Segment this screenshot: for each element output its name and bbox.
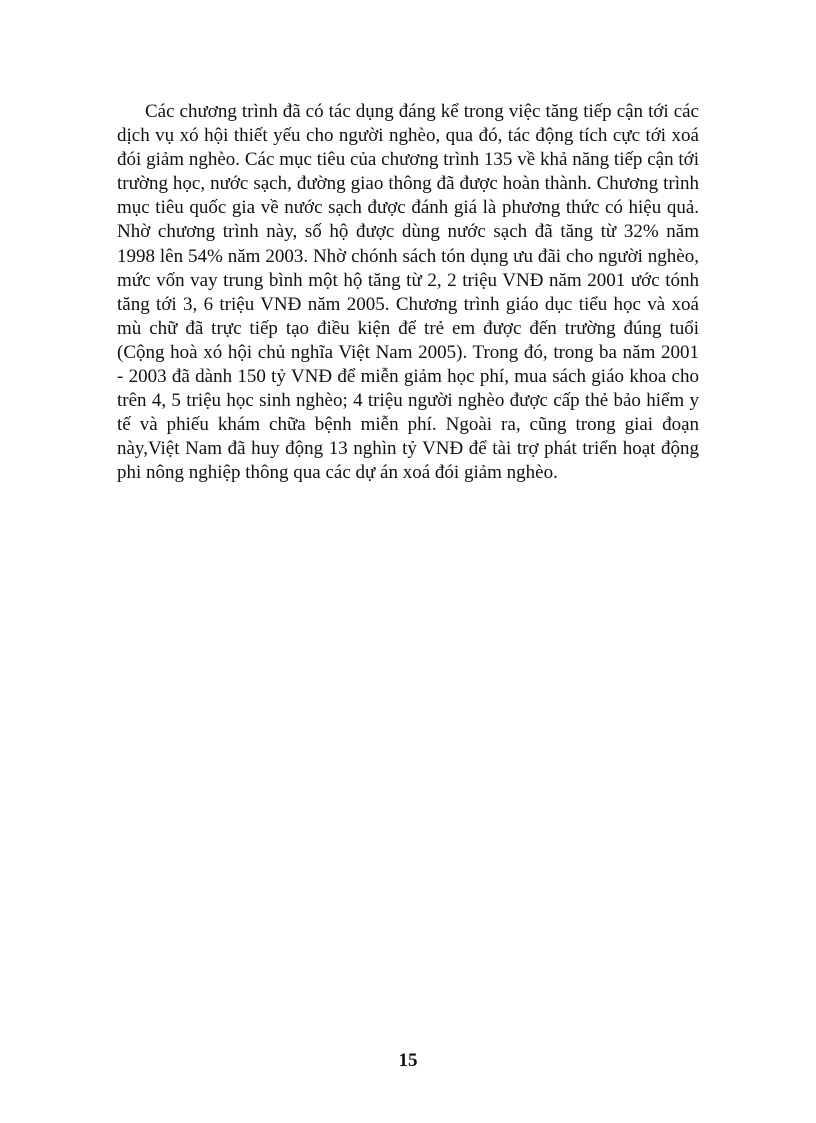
paragraph-line: trên 4, 5 triệu học sinh nghèo; 4 triệu người nghèo được cấp thẻ bảo hiểm y	[117, 390, 699, 412]
paragraph-line: đói giảm nghèo. Các mục tiêu của chương trình 135 về khả năng tiếp cận tới	[117, 149, 699, 171]
paragraph-line: - 2003 đã dành 150 tỷ VNĐ để miễn giảm học phí, mua sách giáo khoa cho	[117, 366, 699, 388]
body-paragraph	[117, 100, 699, 486]
paragraph-line: mức vốn vay trung bình một hộ tăng từ 2, 2 triệu VNĐ năm 2001 ước tónh	[117, 269, 699, 291]
paragraph-line: dịch vụ xó hội thiết yếu cho người nghèo, qua đó, tác động tích cực tới xoá	[117, 125, 699, 147]
paragraph-line: tăng tới 3, 6 triệu VNĐ năm 2005. Chương trình giáo dục tiểu học và xoá	[117, 293, 699, 315]
page-number: 15	[398, 1050, 418, 1071]
paragraph-line: 1998 lên 54% năm 2003. Nhờ chónh sách tón dụng ưu đãi cho người nghèo,	[117, 245, 699, 267]
paragraph-line: mù chữ đã trực tiếp tạo điều kiện để trẻ em được đến trường đúng tuổi	[117, 317, 699, 339]
paragraph-line: này,Việt Nam đã huy động 13 nghìn tỷ VNĐ để tài trợ phát triển hoạt động	[117, 438, 699, 460]
paragraph-line: phi nông nghiệp thông qua các dự án xoá đói giảm nghèo.	[117, 462, 558, 484]
paragraph-line: trường học, nước sạch, đường giao thông đã được hoàn thành. Chương trình	[117, 173, 699, 195]
paragraph-line: Nhờ chương trình này, số hộ được dùng nước sạch đã tăng từ 32% năm	[117, 221, 699, 243]
paragraph-line: (Cộng hoà xó hội chủ nghĩa Việt Nam 2005). Trong đó, trong ba năm 2001	[117, 341, 699, 363]
paragraph-line: Các chương trình đã có tác dụng đáng kể trong việc tăng tiếp cận tới các	[145, 101, 699, 122]
paragraph-line: mục tiêu quốc gia về nước sạch được đánh giá là phương thức có hiệu quả.	[117, 197, 699, 219]
paragraph-line: tế và phiếu khám chữa bệnh miễn phí. Ngoài ra, cũng trong giai đoạn	[117, 414, 699, 436]
